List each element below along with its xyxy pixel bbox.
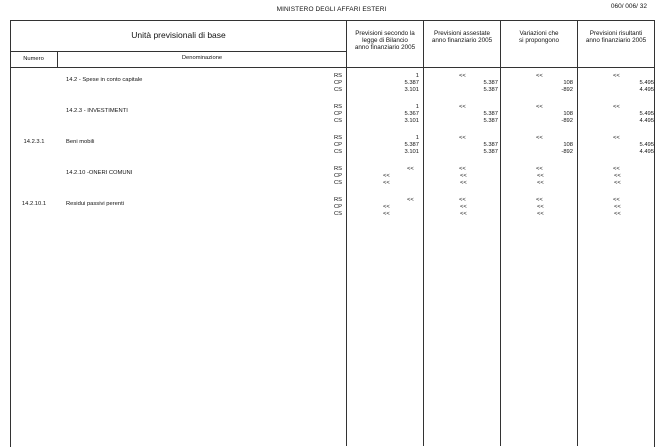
value-cell: -892 bbox=[561, 149, 573, 155]
col2-header: Previsioni assestate anno finanziario 2005 bbox=[431, 30, 493, 45]
value-cell: 5.387 bbox=[483, 142, 498, 148]
value-cell: 5.495 bbox=[639, 80, 654, 86]
value-cell: -892 bbox=[561, 87, 573, 93]
col4-header: Previsioni risultanti anno finanziario 2005 bbox=[585, 30, 647, 45]
value-cell: 5.387 bbox=[483, 149, 498, 155]
page-code: 060/ 006/ 32 bbox=[610, 3, 647, 10]
value-cell: 3.101 bbox=[404, 149, 419, 155]
value-cell: << bbox=[536, 135, 543, 141]
value-cell: << bbox=[460, 211, 467, 217]
row-type-cs: CS bbox=[334, 211, 343, 217]
col3-header: Variazioni che si propongono bbox=[519, 30, 559, 45]
value-cell: -892 bbox=[561, 118, 573, 124]
value-cell: << bbox=[383, 204, 390, 210]
value-cell: << bbox=[383, 180, 390, 186]
row-type-cp: CP bbox=[334, 111, 343, 117]
row-numero: 14.2.3.1 bbox=[23, 139, 45, 145]
value-cell: 5.495 bbox=[639, 142, 654, 148]
value-cell: << bbox=[460, 204, 467, 210]
value-cell: << bbox=[614, 180, 621, 186]
value-cell: 3.101 bbox=[404, 87, 419, 93]
row-type-cp: CP bbox=[334, 173, 343, 179]
row-type-cs: CS bbox=[334, 149, 343, 155]
value-cell: 5.387 bbox=[483, 80, 498, 86]
value-cell: 4.495 bbox=[639, 118, 654, 124]
value-cell: << bbox=[613, 135, 620, 141]
value-cell: 108 bbox=[563, 111, 573, 117]
header-bottom-line bbox=[10, 67, 654, 68]
value-cell: << bbox=[460, 173, 467, 179]
value-cell: 5.387 bbox=[483, 118, 498, 124]
value-cell: << bbox=[536, 166, 543, 172]
value-cell: << bbox=[613, 73, 620, 79]
value-cell: << bbox=[537, 211, 544, 217]
row-type-cs: CS bbox=[334, 118, 343, 124]
row-type-rs: RS bbox=[334, 73, 343, 79]
value-cell: << bbox=[407, 166, 414, 172]
row-type-cs: CS bbox=[334, 180, 343, 186]
row-denominazione: 14.2.3 - INVESTIMENTI bbox=[66, 108, 128, 114]
row-denominazione: 14.2 - Spese in conto capitale bbox=[66, 77, 143, 83]
value-cell: << bbox=[460, 180, 467, 186]
row-type-rs: RS bbox=[334, 135, 343, 141]
value-cell: << bbox=[537, 204, 544, 210]
value-cell: 1 bbox=[415, 135, 419, 141]
value-cell: 5.367 bbox=[404, 111, 419, 117]
header-divider bbox=[10, 51, 347, 52]
row-type-rs: RS bbox=[334, 166, 343, 172]
row-type-cp: CP bbox=[334, 142, 343, 148]
denominazione-header: Denominazione bbox=[181, 55, 223, 61]
row-type-cp: CP bbox=[334, 80, 343, 86]
value-cell: << bbox=[613, 197, 620, 203]
row-type-cs: CS bbox=[334, 87, 343, 93]
value-cell: 4.495 bbox=[639, 149, 654, 155]
value-cell: 5.495 bbox=[639, 111, 654, 117]
value-cell: << bbox=[536, 197, 543, 203]
row-numero: 14.2.10.1 bbox=[21, 201, 47, 207]
value-cell: << bbox=[383, 173, 390, 179]
value-cell: << bbox=[537, 180, 544, 186]
value-cell: 3.101 bbox=[404, 118, 419, 124]
value-cell: 5.387 bbox=[404, 80, 419, 86]
col1-header: Previsioni secondo la legge di Bilancio anno finanziario 2005 bbox=[354, 30, 416, 52]
row-type-rs: RS bbox=[334, 104, 343, 110]
value-cell: << bbox=[614, 173, 621, 179]
numero-header: Numero bbox=[23, 56, 44, 62]
value-cell: << bbox=[613, 166, 620, 172]
value-cell: << bbox=[459, 135, 466, 141]
value-cell: << bbox=[383, 211, 390, 217]
row-denominazione: Beni mobili bbox=[66, 139, 95, 145]
value-cell: << bbox=[613, 104, 620, 110]
value-cell: 5.387 bbox=[483, 87, 498, 93]
row-denominazione: 14.2.10 -ONERI COMUNI bbox=[66, 170, 133, 176]
value-cell: 108 bbox=[563, 142, 573, 148]
value-cell: << bbox=[459, 197, 466, 203]
value-cell: 5.387 bbox=[404, 142, 419, 148]
value-cell: << bbox=[407, 197, 414, 203]
value-cell: 1 bbox=[415, 73, 419, 79]
ministry-title: MINISTERO DEGLI AFFARI ESTERI bbox=[276, 6, 387, 13]
value-cell: << bbox=[459, 104, 466, 110]
value-cell: 5.387 bbox=[483, 111, 498, 117]
row-type-rs: RS bbox=[334, 197, 343, 203]
value-cell: << bbox=[537, 173, 544, 179]
value-cell: << bbox=[536, 73, 543, 79]
value-cell: 1 bbox=[415, 104, 419, 110]
value-cell: 108 bbox=[563, 80, 573, 86]
value-cell: << bbox=[459, 166, 466, 172]
value-cell: << bbox=[614, 204, 621, 210]
value-cell: 4.495 bbox=[639, 87, 654, 93]
row-type-cp: CP bbox=[334, 204, 343, 210]
unita-header: Unità previsionali di base bbox=[131, 30, 226, 40]
row-denominazione: Residui passivi perenti bbox=[66, 201, 124, 207]
value-cell: << bbox=[536, 104, 543, 110]
value-cell: << bbox=[459, 73, 466, 79]
value-cell: << bbox=[614, 211, 621, 217]
